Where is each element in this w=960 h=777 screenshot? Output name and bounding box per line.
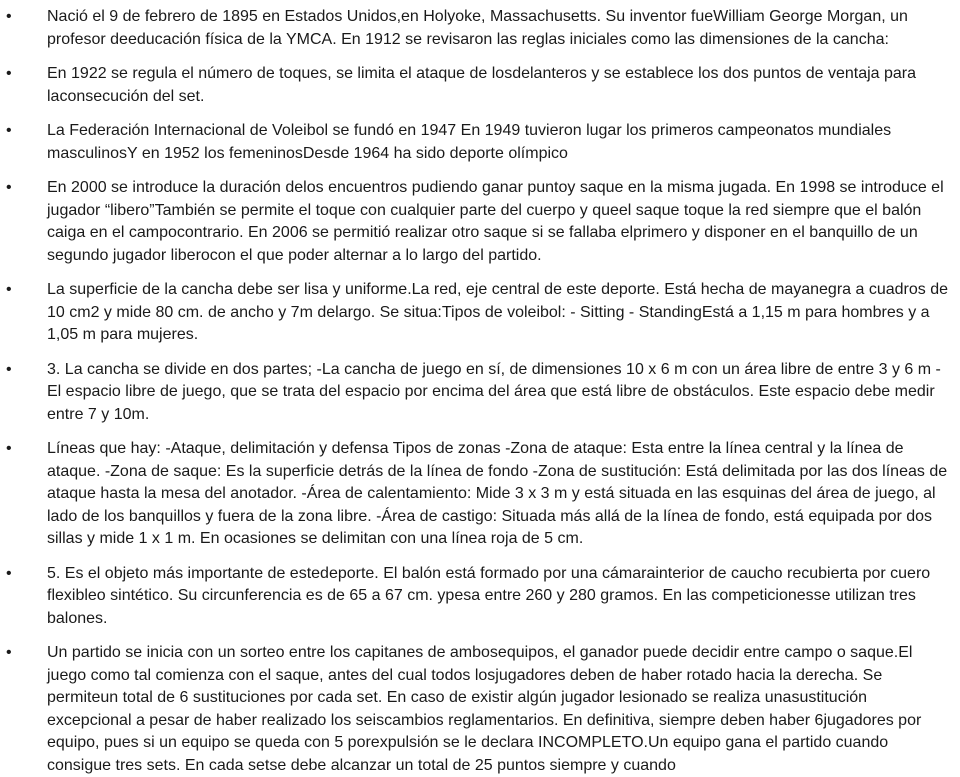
- bullet-item-ball: • 5. Es el objeto más importante de estedeporte. El balón está formado por una cámarainterior de caucho recubierta por cuero flexibleo sintético. Su circunferencia es de 65 a 67 cm. ypesa entre 260 y 280 gramos. En las competicionesse utilizan tres balones.: [6, 563, 950, 631]
- bullet-item-rule-changes: • En 2000 se introduce la duración delos encuentros pudiendo ganar puntoy saque en la misma jugada. En 1998 se introduce el jugador “libero”También se permite el toque con cualquier parte del cuerpo y queel saque toque la red siempre que el balón caiga en el campocontrario. En 2006 se permitió realizar otro saque si se fallaba elprimero y disponer en el banquillo de un segundo jugador liberocon el que poder alternar a lo largo del partido.: [6, 177, 950, 267]
- bullet-item-1922-rules: • En 1922 se regula el número de toques, se limita el ataque de losdelanteros y se establece los dos puntos de ventaja para laconsecución del set.: [6, 63, 950, 108]
- bullet-item-court-net: • La superficie de la cancha debe ser lisa y uniforme.La red, eje central de este deporte. Está hecha de mayanegra a cuadros de 10 cm2 y mide 80 cm. de ancho y 7m delargo. Se situa:Tipos de voleibol: - Sitting - StandingEstá a 1,15 m para hombres y a 1,05 m para mujeres.: [6, 279, 950, 347]
- bullet-item-lines-zones: • Líneas que hay: -Ataque, delimitación y defensa Tipos de zonas -Zona de ataque: Esta entre la línea central y la línea de ataque. -Zona de saque: Es la superficie detrás de la línea de fondo -Zona de sustitución: Está delimitada por las dos líneas de ataque hasta la mesa del anotador. -Área de calentamiento: Mide 3 x 3 m y está situada en las esquinas del área de juego, al lado de los banquillos y fuera de la zona libre. -Área de castigo: Situada más allá de la línea de fondo, está equipada por dos sillas y mide 1 x 1 m. En ocasiones se delimitan con una línea roja de 5 cm.: [6, 438, 950, 551]
- bullet-item-match: • Un partido se inicia con un sorteo entre los capitanes de ambosequipos, el ganador puede decidir entre campo o saque.El juego como tal comienza con el saque, antes del cual todos losjugadores deben de haber rotado hacia la derecha. Se permiteun total de 6 sustituciones por cada set. En caso de existir algún jugador lesionado se realiza unasustitución excepcional a pesar de haber realizado los seiscambios reglamentarios. En definitiva, siempre deben haber 6jugadores por equipo, pues si un equipo se queda con 5 porexpulsión se le declara INCOMPLETO.Un equipo gana el partido cuando consigue tres sets. En cada setse debe alcanzar un total de 25 puntos siempre y cuando: [6, 642, 950, 777]
- bullet-item-court-parts: • 3. La cancha se divide en dos partes; -La cancha de juego en sí, de dimensiones 10 x 6 m con un área libre de entre 3 y 6 m -El espacio libre de juego, que se trata del espacio por encima del área que está libre de obstáculos. Este espacio debe medir entre 7 y 10m.: [6, 359, 950, 427]
- bullet-item-history: • Nació el 9 de febrero de 1895 en Estados Unidos,en Holyoke, Massachusetts. Su inventor fueWilliam George Morgan, un profesor deeducación física de la YMCA. En 1912 se revisaron las reglas iniciales como las dimensiones de la cancha:: [6, 6, 950, 51]
- bullet-list: [6, 6, 950, 777]
- bullet-item-federation: • La Federación Internacional de Voleibol se fundó en 1947 En 1949 tuvieron lugar los primeros campeonatos mundiales masculinosY en 1952 los femeninosDesde 1964 ha sido deporte olímpico: [6, 120, 950, 165]
